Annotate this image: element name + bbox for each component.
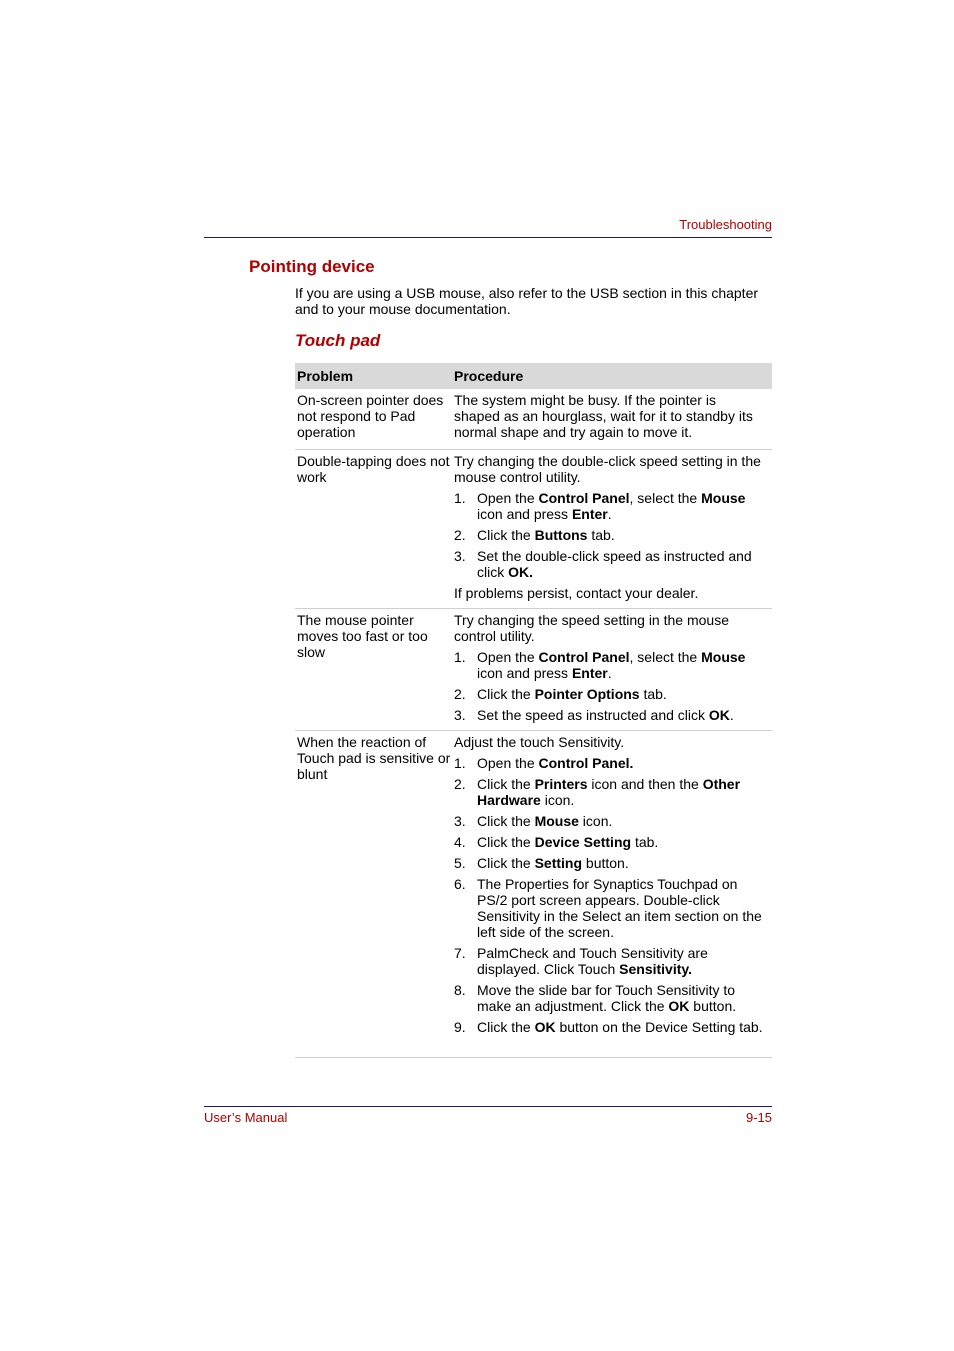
step-number: 1.	[454, 649, 466, 665]
procedure-step	[454, 755, 764, 771]
procedure-step	[454, 945, 764, 977]
step-text: Click the Device Setting tab.	[477, 834, 659, 850]
problem-cell: Double-tapping does not work	[297, 453, 450, 485]
step-number: 3.	[454, 813, 466, 829]
table-row	[295, 609, 772, 731]
procedure-step	[454, 834, 764, 850]
step-number: 9.	[454, 1019, 466, 1035]
step-text: Open the Control Panel, select the Mouse icon and press Enter.	[477, 649, 746, 681]
procedure-cell	[453, 609, 772, 730]
header-rule	[204, 237, 772, 238]
step-text: PalmCheck and Touch Sensitivity are displayed. Click Touch Sensitivity.	[477, 945, 708, 977]
step-number: 8.	[454, 982, 466, 998]
procedure-step	[454, 686, 764, 702]
procedure-step	[454, 876, 764, 940]
step-number: 6.	[454, 876, 466, 892]
step-number: 5.	[454, 855, 466, 871]
step-text: The Properties for Synaptics Touchpad on PS/2 port screen appears. Double-click Sensitivity in the Select an item section on the left side of the screen.	[477, 876, 762, 940]
footer-manual-title: User’s Manual	[204, 1110, 288, 1125]
step-number: 1.	[454, 755, 466, 771]
step-text: Set the double-click speed as instructed and click OK.	[477, 548, 752, 580]
page-number: 9-15	[745, 1110, 772, 1125]
procedure-cell: The system might be busy. If the pointer is shaped as an hourglass, wait for it to standby its normal shape and try again to move it.	[454, 392, 753, 440]
step-text: Open the Control Panel.	[477, 755, 634, 771]
step-text: Click the Pointer Options tab.	[477, 686, 667, 702]
procedure-cell	[453, 731, 772, 1057]
procedure-steps	[454, 490, 764, 580]
procedure-step	[454, 813, 764, 829]
step-text: Click the Printers icon and then the Other Hardware icon.	[477, 776, 741, 808]
header-procedure: Procedure	[454, 368, 524, 384]
step-number: 4.	[454, 834, 466, 850]
procedure-step	[454, 527, 764, 543]
running-header: Troubleshooting	[679, 217, 772, 232]
step-text: Click the Buttons tab.	[477, 527, 615, 543]
step-text: Set the speed as instructed and click OK.	[477, 707, 734, 723]
procedure-cell	[453, 450, 772, 608]
step-number: 7.	[454, 945, 466, 961]
procedure-intro: Try changing the speed setting in the mouse control utility.	[454, 612, 729, 644]
procedure-step	[454, 982, 764, 1014]
step-number: 3.	[454, 548, 466, 564]
problem-cell: On-screen pointer does not respond to Pad operation	[297, 392, 444, 440]
table-row	[295, 389, 772, 450]
procedure-step	[454, 649, 764, 681]
procedure-intro: Try changing the double-click speed setting in the mouse control utility.	[454, 453, 761, 485]
step-text: Open the Control Panel, select the Mouse icon and press Enter.	[477, 490, 746, 522]
procedure-step	[454, 1019, 764, 1035]
procedure-step	[454, 855, 764, 871]
troubleshooting-table	[295, 363, 772, 1058]
step-number: 3.	[454, 707, 466, 723]
problem-cell: The mouse pointer moves too fast or too slow	[297, 612, 428, 660]
step-number: 1.	[454, 490, 466, 506]
intro-paragraph: If you are using a USB mouse, also refer to the USB section in this chapter and to your mouse documentation.	[295, 285, 759, 317]
step-text: Move the slide bar for Touch Sensitivity to make an adjustment. Click the OK button.	[477, 982, 737, 1014]
procedure-step	[454, 490, 764, 522]
procedure-steps	[454, 649, 764, 723]
table-row	[295, 731, 772, 1058]
step-text: Click the Mouse icon.	[477, 813, 613, 829]
step-number: 2.	[454, 527, 466, 543]
problem-cell: When the reaction of Touch pad is sensitive or blunt	[297, 734, 451, 782]
procedure-step	[454, 776, 764, 808]
procedure-step	[454, 707, 764, 723]
footer-rule	[204, 1106, 772, 1107]
procedure-steps	[454, 755, 764, 1035]
step-number: 2.	[454, 776, 466, 792]
step-text: Click the OK button on the Device Setting tab.	[477, 1019, 763, 1035]
step-text: Click the Setting button.	[477, 855, 629, 871]
table-row	[295, 450, 772, 609]
section-title: Pointing device	[249, 257, 375, 276]
step-number: 2.	[454, 686, 466, 702]
header-problem: Problem	[297, 368, 354, 384]
table-header	[295, 363, 772, 389]
subsection-title: Touch pad	[295, 331, 381, 350]
procedure-outro: If problems persist, contact your dealer.	[454, 585, 699, 601]
procedure-intro: Adjust the touch Sensitivity.	[454, 734, 625, 750]
procedure-step	[454, 548, 764, 580]
